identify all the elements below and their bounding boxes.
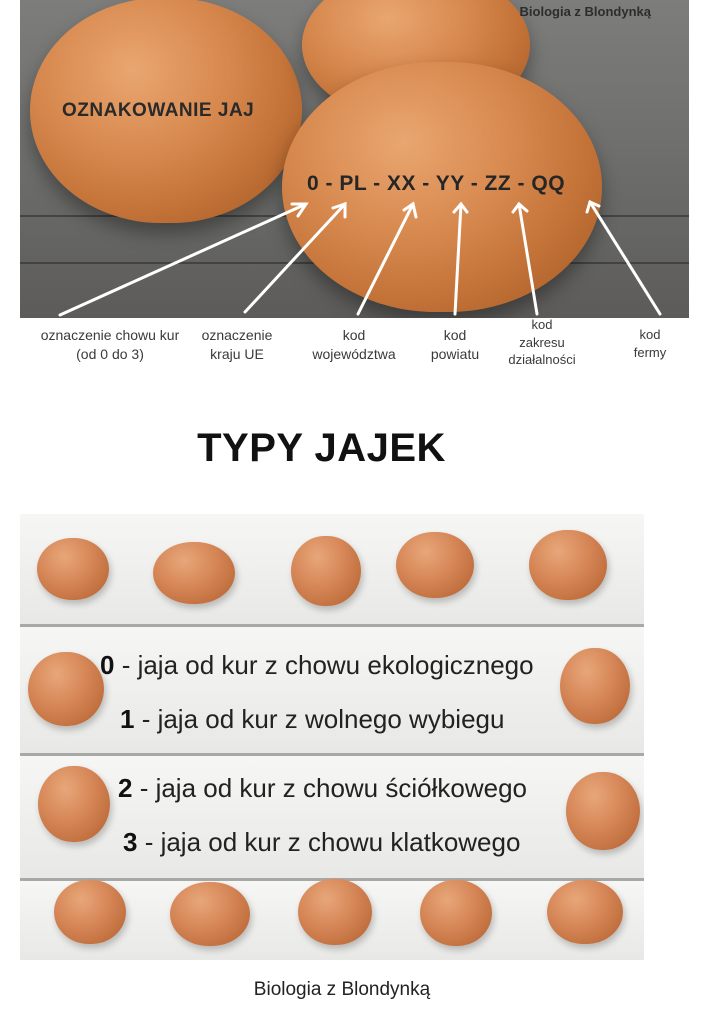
arrow-2 [245,204,345,312]
label-line: (od 0 do 3) [76,345,144,362]
egg-code-format: 0 - PL - XX - YY - ZZ - QQ [307,172,566,195]
arrow-5 [519,204,537,314]
type-code: 1 [120,704,135,734]
egg [547,880,623,944]
label-line: kod [639,327,661,342]
arrow-4 [455,204,461,314]
marking-title: OZNAKOWANIE JAJ [62,100,255,121]
label-line: powiatu [430,345,480,362]
label-farm [614,326,686,361]
arrow-6 [590,202,660,314]
label-eu-country [192,326,282,364]
label-line: kraju UE [210,345,264,362]
egg-type-barn [118,773,527,804]
egg [298,879,372,945]
arrow-3 [358,204,413,314]
egg [560,648,630,724]
egg [396,532,474,598]
egg [566,772,640,850]
label-line: kod [342,327,366,343]
label-line: zakresu [519,334,565,350]
egg [37,538,109,600]
label-line: fermy [633,344,667,360]
arrow-1 [60,204,306,315]
label-line: oznaczenie [201,327,273,343]
egg [38,766,110,842]
pointer-arrows [0,0,711,330]
type-code: 0 [100,650,115,680]
label-activity-scope [496,316,588,369]
label-voivodeship [300,326,408,364]
label-line: oznaczenie chowu kur [40,327,180,343]
label-line: kod [443,327,467,343]
egg [28,652,104,726]
egg-types-heading: TYPY JAJEK [197,426,446,470]
egg [291,536,361,606]
label-county [415,326,495,364]
egg-types-photo [20,514,644,960]
label-line: działalności [508,352,576,368]
type-desc: - jaja od kur z wolnego wybiegu [134,704,505,734]
egg [54,880,126,944]
egg-type-free-range [120,704,504,735]
label-line: kod [531,317,553,332]
egg-type-organic [100,650,534,681]
type-desc: - jaja od kur z chowu ściółkowego [132,773,527,803]
egg [153,542,235,604]
egg-type-cage [123,827,520,858]
egg [170,882,250,946]
brand-footer: Biologia z Blondynką [253,979,431,1000]
type-desc: - jaja od kur z chowu ekologicznego [114,650,534,680]
egg [529,530,607,600]
type-code: 2 [118,773,133,803]
brand-watermark: Biologia z Blondynką [519,4,651,19]
egg [420,880,492,946]
type-code: 3 [123,827,138,857]
label-line: województwa [312,345,396,362]
type-desc: - jaja od kur z chowu klatkowego [137,827,521,857]
label-farming-method [25,326,195,364]
